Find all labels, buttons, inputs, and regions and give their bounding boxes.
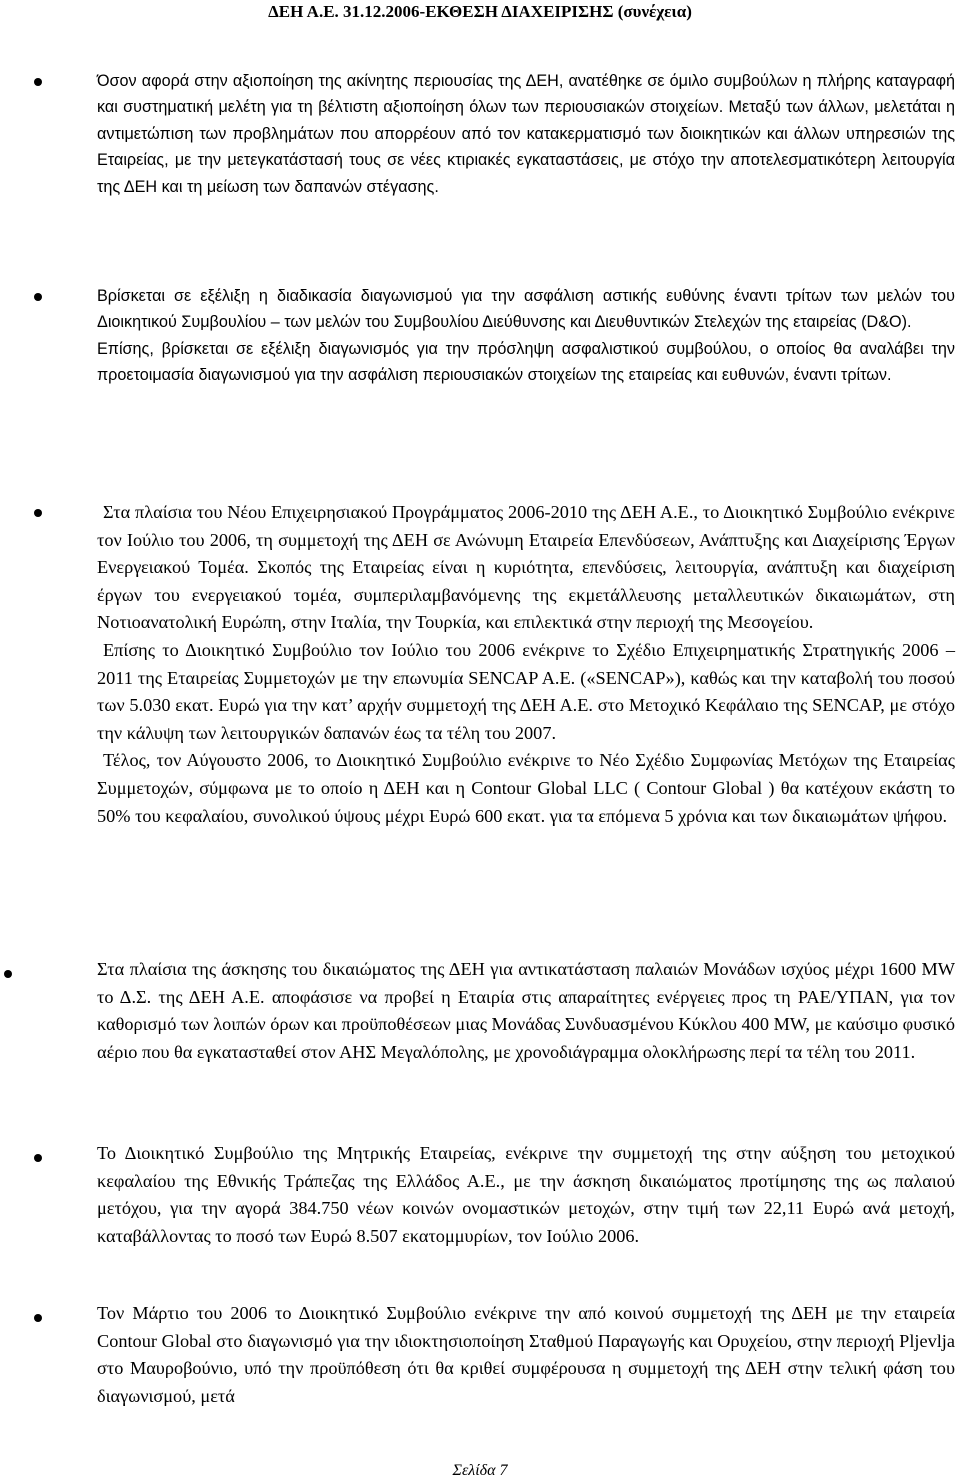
paragraph: Το Διοικητικό Συμβούλιο της Μητρικής Εταιρείας, ενέκρινε την συμμετοχή της στην αύξηση του μετοχικού κεφαλαίου της Εθνικής Τράπεζας της Ελλάδος Α.Ε., με την άσκηση δικαιώματος προτίμησης της ως παλαιού μετόχου, για την αγορά 384.750 νέων κοινών ονομαστικών μετοχών, στην τιμή των 22,11 Ευρώ ανά μετοχή, καταβάλλοντας το ποσό των Ευρώ 8.507 εκατομμυρίων, τον Ιούλιο 2006. <box>97 1143 955 1246</box>
paragraph: Τέλος, τον Αύγουστο 2006, το Διοικητικό Συμβούλιο ενέκρινε το Νέο Σχέδιο Συμφωνίας Μετόχων της Εταιρείας Συμμετοχών, σύμφωνα με το οποίο η ΔΕΗ και η Contour Global LLC ( Contour Global ) θα κατέχουν εκάστη το 50% του κεφαλαίου, συνολικού ύψους μέχρι Ευρώ 600 εκατ. για τα επόμενα 5 χρόνια και των δικαιωμάτων ψήφου. <box>97 750 955 826</box>
paragraph: Επίσης, βρίσκεται σε εξέλιξη διαγωνισμός για την πρόσληψη ασφαλιστικού συμβούλου, ο οποίος θα αναλάβει την προετοιμασία διαγωνισμού για την ασφάλιση περιουσιακών στοιχείων της εταιρείας και ευθυνών, έναντι τρίτων. <box>97 339 955 385</box>
bullet-icon <box>4 970 12 978</box>
paragraph: Επίσης το Διοικητικό Συμβούλιο τον Ιούλιο του 2006 ενέκρινε το Σχέδιο Επιχειρηματικής Στρατηγικής 2006 – 2011 της Εταιρείας Συμμετοχών με την επωνυμία SENCAP A.E. («SENCAP»), καθώς και την καταβολή του ποσού των 5.030 εκατ. Ευρώ για την κατ’ αρχήν συμμετοχή της ΔΕΗ Α.Ε. στο Μετοχικό Κεφάλαιο της SENCAP, με στόχο την κάλυψη των λειτουργικών δαπανών έως τα τέλη του 2007. <box>97 639 955 743</box>
bullet-icon <box>34 78 42 86</box>
paragraph: Στα πλαίσια της άσκησης του δικαιώματος της ΔΕΗ για αντικατάσταση παλαιών Μονάδων ισχύος μέχρι 1600 MW το Δ.Σ. της ΔΕΗ Α.Ε. αποφάσισε να προβεί η Εταιρία στις απαραίτητες ενέργειες προς τη ΡΑΕ/ΥΠΑΝ, για τον καθορισμό των λοιπών όρων και προϋποθέσεων μιας Μονάδας Συνδυασμένου Κύκλου 400 MW, με καύσιμο φυσικό αέριο που θα εγκατασταθεί στον ΑΗΣ Μεγαλόπολης, με χρονοδιάγραμμα ολοκλήρωσης περί τα τέλη του 2011. <box>97 959 955 1062</box>
bullet-icon <box>34 1154 42 1162</box>
bullet-icon <box>34 509 42 517</box>
paragraph: Βρίσκεται σε εξέλιξη η διαδικασία διαγωνισμού για την ασφάλιση αστικής ευθύνης έναντι τρίτων των μελών του Διοικητικού Συμβουλίου – των μελών του Συμβουλίου Διεύθυνσης και Διευθυντικών Στελεχών της εταιρείας (D&O). <box>97 287 955 332</box>
paragraph: Τον Μάρτιο του 2006 το Διοικητικό Συμβούλιο ενέκρινε την από κοινού συμμετοχή της ΔΕΗ με την εταιρεία Contour Global στο διαγωνισμό για την ιδιοκτησιοποίηση Σταθμού Παραγωγής και Ορυχείου, στην περιοχή Pljevlja στο Μαυροβούνιο, υπό την προϋπόθεση ότι θα κριθεί συμφέρουσα η συμμετοχή της ΔΕΗ στην τελική φάση του διαγωνισμού, μετά <box>97 1303 955 1406</box>
page-number: Σελίδα 7 <box>452 1462 508 1479</box>
bullet-icon <box>34 293 42 301</box>
page-header: ΔΕΗ Α.Ε. 31.12.2006-ΕΚΘΕΣΗ ΔΙΑΧΕΙΡΙΣΗΣ (συνέχεια) <box>268 2 692 21</box>
paragraph: Στα πλαίσια του Νέου Επιχειρησιακού Προγράμματος 2006-2010 της ΔΕΗ Α.Ε., το Διοικητικό Συμβούλιο ενέκρινε τον Ιούλιο του 2006, τη συμμετοχή της ΔΕΗ σε Ανώνυμη Εταιρεία Επενδύσεων, Ανάπτυξης και Διαχείρισης Έργων Ενεργειακού Τομέα. Σκοπός της Εταιρείας είναι η κυριότητα, επενδύσεις, λειτουργία, ανάπτυξη και διαχείριση έργων του ενεργειακού τομέα, συμπεριλαμβανόμενης της εκμετάλλευσης μεταλλευτικών δικαιωμάτων, στη Νοτιοανατολική Ευρώπη, στην Ιταλία, την Τουρκία, και επιλεκτικά στην περιοχή της Μεσογείου. <box>97 502 955 633</box>
paragraph: Όσον αφορά στην αξιοποίηση της ακίνητης περιουσίας της ΔΕΗ, ανατέθηκε σε όμιλο συμβούλων η πλήρης καταγραφή και συστηματική μελέτη για τη βέλτιστη αξιοποίηση όλων των περιουσιακών στοιχείων. Μεταξύ των άλλων, μελετάται η αντιμετώπιση των προβλημάτων που απορρέουν από τον κατακερματισμό των διοικητικών και άλλων υπηρεσιών της Εταιρείας, με την μετεγκατάστασή τους σε νέες κτιριακές εγκαταστάσεις, με στόχο την αποτελεσματικότερη λειτουργία της ΔΕΗ και τη μείωση των δαπανών στέγασης. <box>97 72 955 196</box>
bullet-icon <box>34 1314 42 1322</box>
